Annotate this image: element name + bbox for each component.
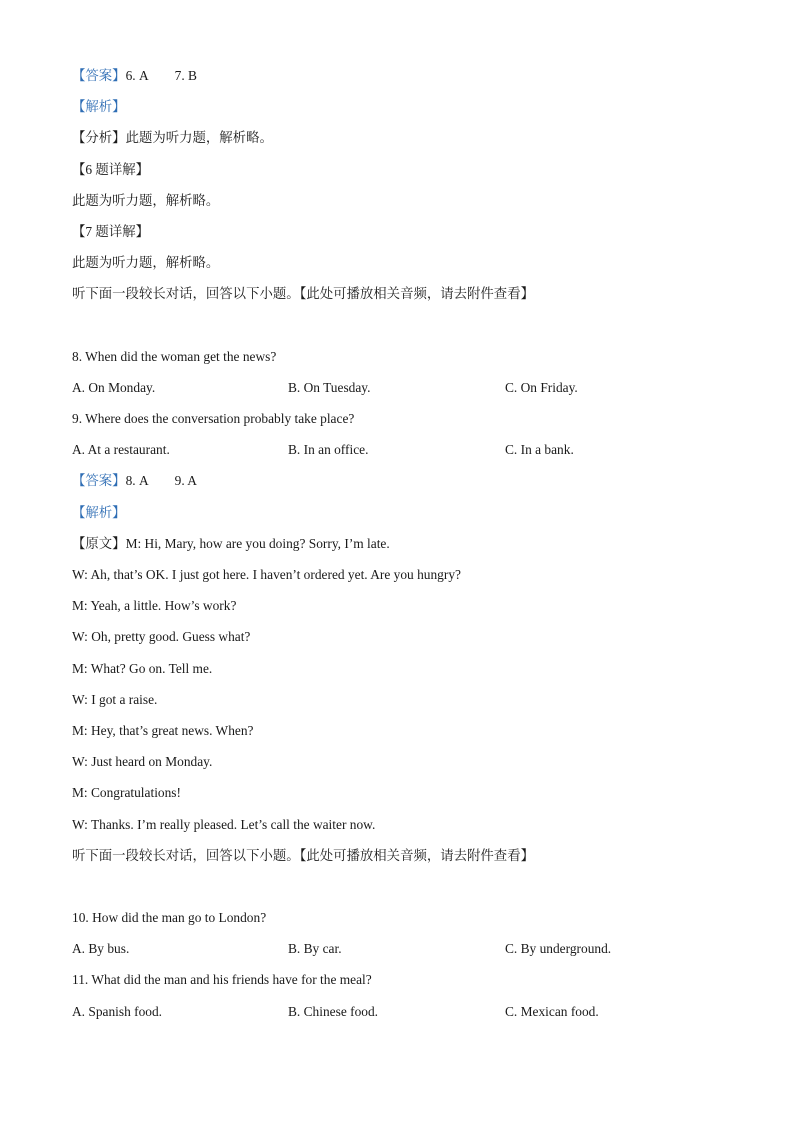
dialogue-line: M: What? Go on. Tell me. bbox=[72, 660, 213, 676]
answer-line bbox=[72, 468, 732, 499]
option-a: A. By bus. bbox=[72, 941, 130, 957]
dialogue-line: W: I got a raise. bbox=[72, 691, 158, 707]
question-options bbox=[72, 936, 732, 967]
q6-detail-tag: 【6 题详解】 bbox=[72, 161, 149, 177]
analysis-tag: 【解析】 bbox=[72, 504, 126, 520]
option-a: A. Spanish food. bbox=[72, 1003, 163, 1019]
document-page bbox=[72, 63, 732, 1030]
fenxi-tag: 【分析】 bbox=[72, 130, 126, 146]
spacer bbox=[72, 874, 732, 905]
question-options bbox=[72, 375, 732, 406]
answer-value: 7. B bbox=[174, 68, 197, 83]
question-options bbox=[72, 437, 732, 468]
analysis-tag: 【解析】 bbox=[72, 99, 126, 115]
answer-tag: 【答案】 bbox=[72, 68, 126, 83]
spacer bbox=[72, 313, 732, 344]
dialogue-line: W: Just heard on Monday. bbox=[72, 754, 213, 770]
option-b: B. On Tuesday. bbox=[288, 379, 371, 395]
option-b: B. In an office. bbox=[288, 442, 369, 458]
option-b: B. Chinese food. bbox=[288, 1003, 379, 1019]
fenxi-line bbox=[72, 125, 732, 156]
answer-value: 8. A bbox=[125, 473, 149, 489]
q7-detail-text: 此题为听力题，解析略。 bbox=[72, 255, 220, 271]
dialogue-line bbox=[72, 531, 732, 562]
listening-instruction: 听下面一段较长对话，回答以下小题。【此处可播放相关音频，请去附件查看】 bbox=[72, 286, 534, 302]
dialogue-line: M: Yeah, a little. How’s work? bbox=[72, 598, 237, 614]
dialogue-line: W: Oh, pretty good. Guess what? bbox=[72, 629, 251, 645]
option-a: A. On Monday. bbox=[72, 379, 156, 395]
answer-tag: 【答案】 bbox=[72, 473, 126, 489]
answer-line bbox=[72, 63, 732, 94]
question-stem: 8. When did the woman get the news? bbox=[72, 348, 277, 364]
question-stem: 11. What did the man and his friends have for the meal? bbox=[72, 972, 372, 988]
question-options bbox=[72, 999, 732, 1030]
option-b: B. By car. bbox=[288, 941, 342, 957]
option-c: C. By underground. bbox=[505, 941, 612, 957]
answer-value: 6. A bbox=[125, 68, 149, 83]
question-stem: 10. How did the man go to London? bbox=[72, 910, 267, 926]
question-stem: 9. Where does the conversation probably take place? bbox=[72, 411, 355, 427]
dialogue-line: M: Congratulations! bbox=[72, 785, 181, 801]
dialogue-line: M: Hey, that’s great news. When? bbox=[72, 722, 254, 738]
option-c: C. On Friday. bbox=[505, 379, 578, 395]
option-c: C. In a bank. bbox=[505, 442, 574, 458]
q6-detail-text: 此题为听力题，解析略。 bbox=[72, 192, 220, 208]
dialogue-line: W: Ah, that’s OK. I just got here. I haven’t ordered yet. Are you hungry? bbox=[72, 567, 461, 582]
dialogue-line: W: Thanks. I’m really pleased. Let’s call the waiter now. bbox=[72, 816, 376, 832]
dialogue-text: M: Hi, Mary, how are you doing? Sorry, I’m late. bbox=[125, 535, 390, 551]
option-c: C. Mexican food. bbox=[505, 1003, 599, 1019]
q7-detail-tag: 【7 题详解】 bbox=[72, 223, 149, 239]
listening-instruction: 听下面一段较长对话，回答以下小题。【此处可播放相关音频，请去附件查看】 bbox=[72, 847, 534, 863]
answer-value: 9. A bbox=[174, 473, 197, 489]
option-a: A. At a restaurant. bbox=[72, 442, 170, 458]
original-tag: 【原文】 bbox=[72, 535, 126, 551]
fenxi-text: 此题为听力题，解析略。 bbox=[125, 130, 273, 146]
